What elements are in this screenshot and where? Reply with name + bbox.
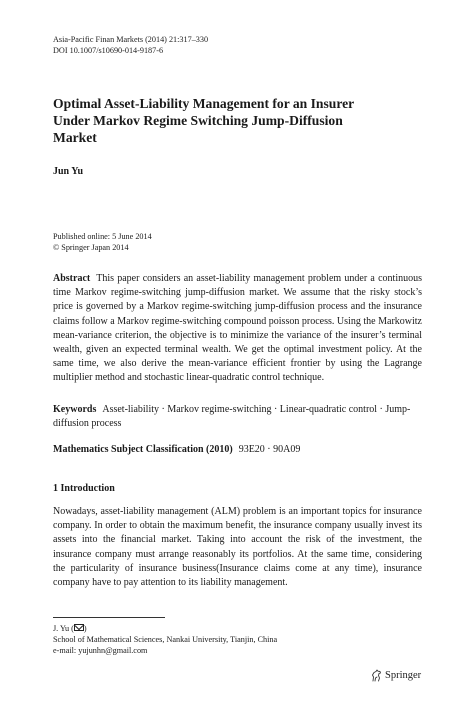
abstract: [53, 272, 422, 386]
footnote-rule: [53, 617, 165, 618]
title-line-3: Market: [53, 130, 97, 145]
footnote-author-close: ): [83, 624, 87, 633]
abstract-label: Abstract: [53, 273, 91, 284]
affiliation: School of Mathematical Sciences, Nankai University, Tianjin, China: [53, 635, 278, 644]
email: e-mail: yujunhn@gmail.com: [53, 646, 148, 655]
msc-label: Mathematics Subject Classification (2010): [53, 444, 233, 455]
keywords-label: Keywords: [53, 404, 97, 415]
corresponding-author: [53, 623, 277, 634]
section-heading: 1 Introduction: [53, 483, 115, 494]
copyright: © Springer Japan 2014: [53, 243, 129, 252]
introduction-text: Nowadays, asset-liability management (ALM) problem is an important topics for insurance company. In order to obtain the maximum benefit, the insurance company usually invest its assets into the financial market. Taking into account the risk of the investment, the insurance company must arrange reasonably its portfolios. At the same time, considering the particularity of insurance business(Insurance claims come at any time), insurance company have to pay attention to its liability management.: [53, 506, 422, 589]
doi: DOI 10.1007/s10690-014-9187-6: [53, 46, 164, 55]
keywords-text: Asset-liability · Markov regime-switching · Linear-quadratic control · Jump-diffusion process: [53, 404, 411, 430]
journal-header: [53, 34, 208, 56]
msc-classification: [53, 443, 422, 457]
title-line-2: Under Markov Regime Switching Jump-Diffusion: [53, 113, 343, 128]
footnote: [53, 623, 277, 656]
footnote-author-name: J. Yu (: [53, 624, 74, 633]
author: Jun Yu: [53, 166, 84, 177]
publication-info: [53, 231, 152, 253]
published-date: Published online: 5 June 2014: [53, 232, 152, 241]
publisher-logo: [371, 669, 421, 682]
keywords: [53, 403, 422, 431]
paper-title: [53, 95, 433, 146]
abstract-text: This paper considers an asset-liability management problem under a continuous time Markov regime-switching jump-diffusion market. We assume that the risky stock’s price is governed by a Markov regime-switching jump-diffusion process and the insurance claims follow a Markov regime-switching compound poisson process. Using the Markowitz mean-variance criterion, the objective is to minimize the variance of the insurer’s terminal wealth, given an expected terminal wealth. We get the optimal investment policy. At the same time, we also derive the mean-variance efficient frontier by using the Lagrange multiplier method and stochastic linear-quadratic control technique.: [53, 273, 422, 384]
springer-horse-icon: [371, 669, 382, 682]
title-line-1: Optimal Asset-Liability Management for an Insurer: [53, 96, 355, 111]
msc-codes: 93E20 · 90A09: [238, 444, 301, 455]
envelope-icon: [74, 624, 84, 631]
publisher-name: Springer: [385, 670, 422, 681]
journal-citation: Asia-Pacific Finan Markets (2014) 21:317–330: [53, 35, 209, 44]
